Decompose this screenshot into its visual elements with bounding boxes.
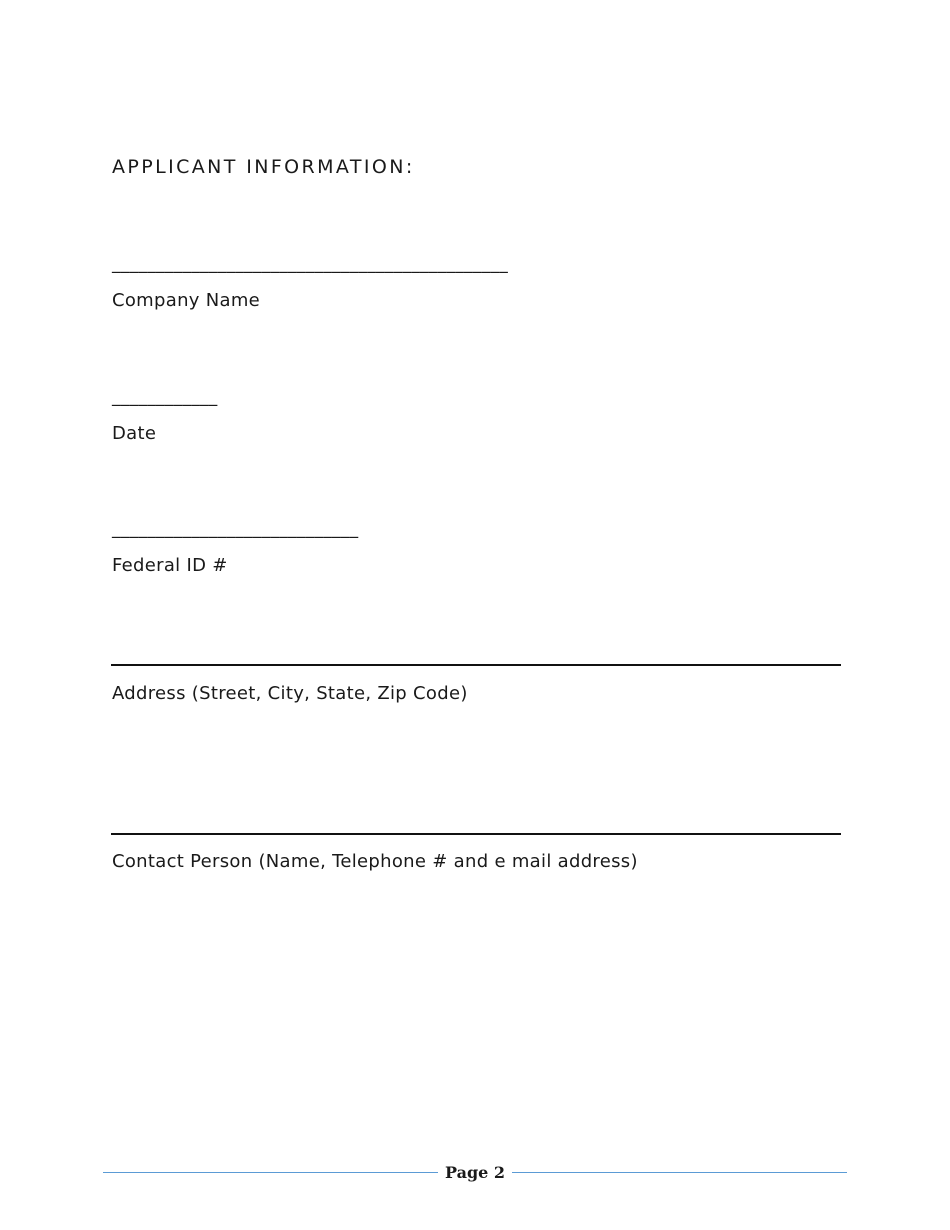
footer-rule-right: [512, 1172, 847, 1173]
company-name-label: Company Name: [112, 290, 261, 311]
section-heading: APPLICANT INFORMATION:: [112, 156, 415, 178]
federal-id-label: Federal ID #: [112, 555, 228, 576]
date-label: Date: [112, 423, 157, 444]
contact-person-signature-rule[interactable]: [111, 833, 841, 835]
address-label: Address (Street, City, State, Zip Code): [112, 683, 468, 704]
date-blank-line[interactable]: ____________: [112, 387, 218, 407]
contact-person-label: Contact Person (Name, Telephone # and e mail address): [112, 851, 638, 872]
federal-id-blank-line[interactable]: ____________________________: [112, 519, 359, 539]
page-footer: [103, 1162, 847, 1184]
footer-rule-left: [103, 1172, 438, 1173]
address-signature-rule[interactable]: [111, 664, 841, 666]
company-name-blank-line[interactable]: _____________________________________________: [112, 254, 508, 274]
page-number: Page 2: [444, 1163, 506, 1182]
